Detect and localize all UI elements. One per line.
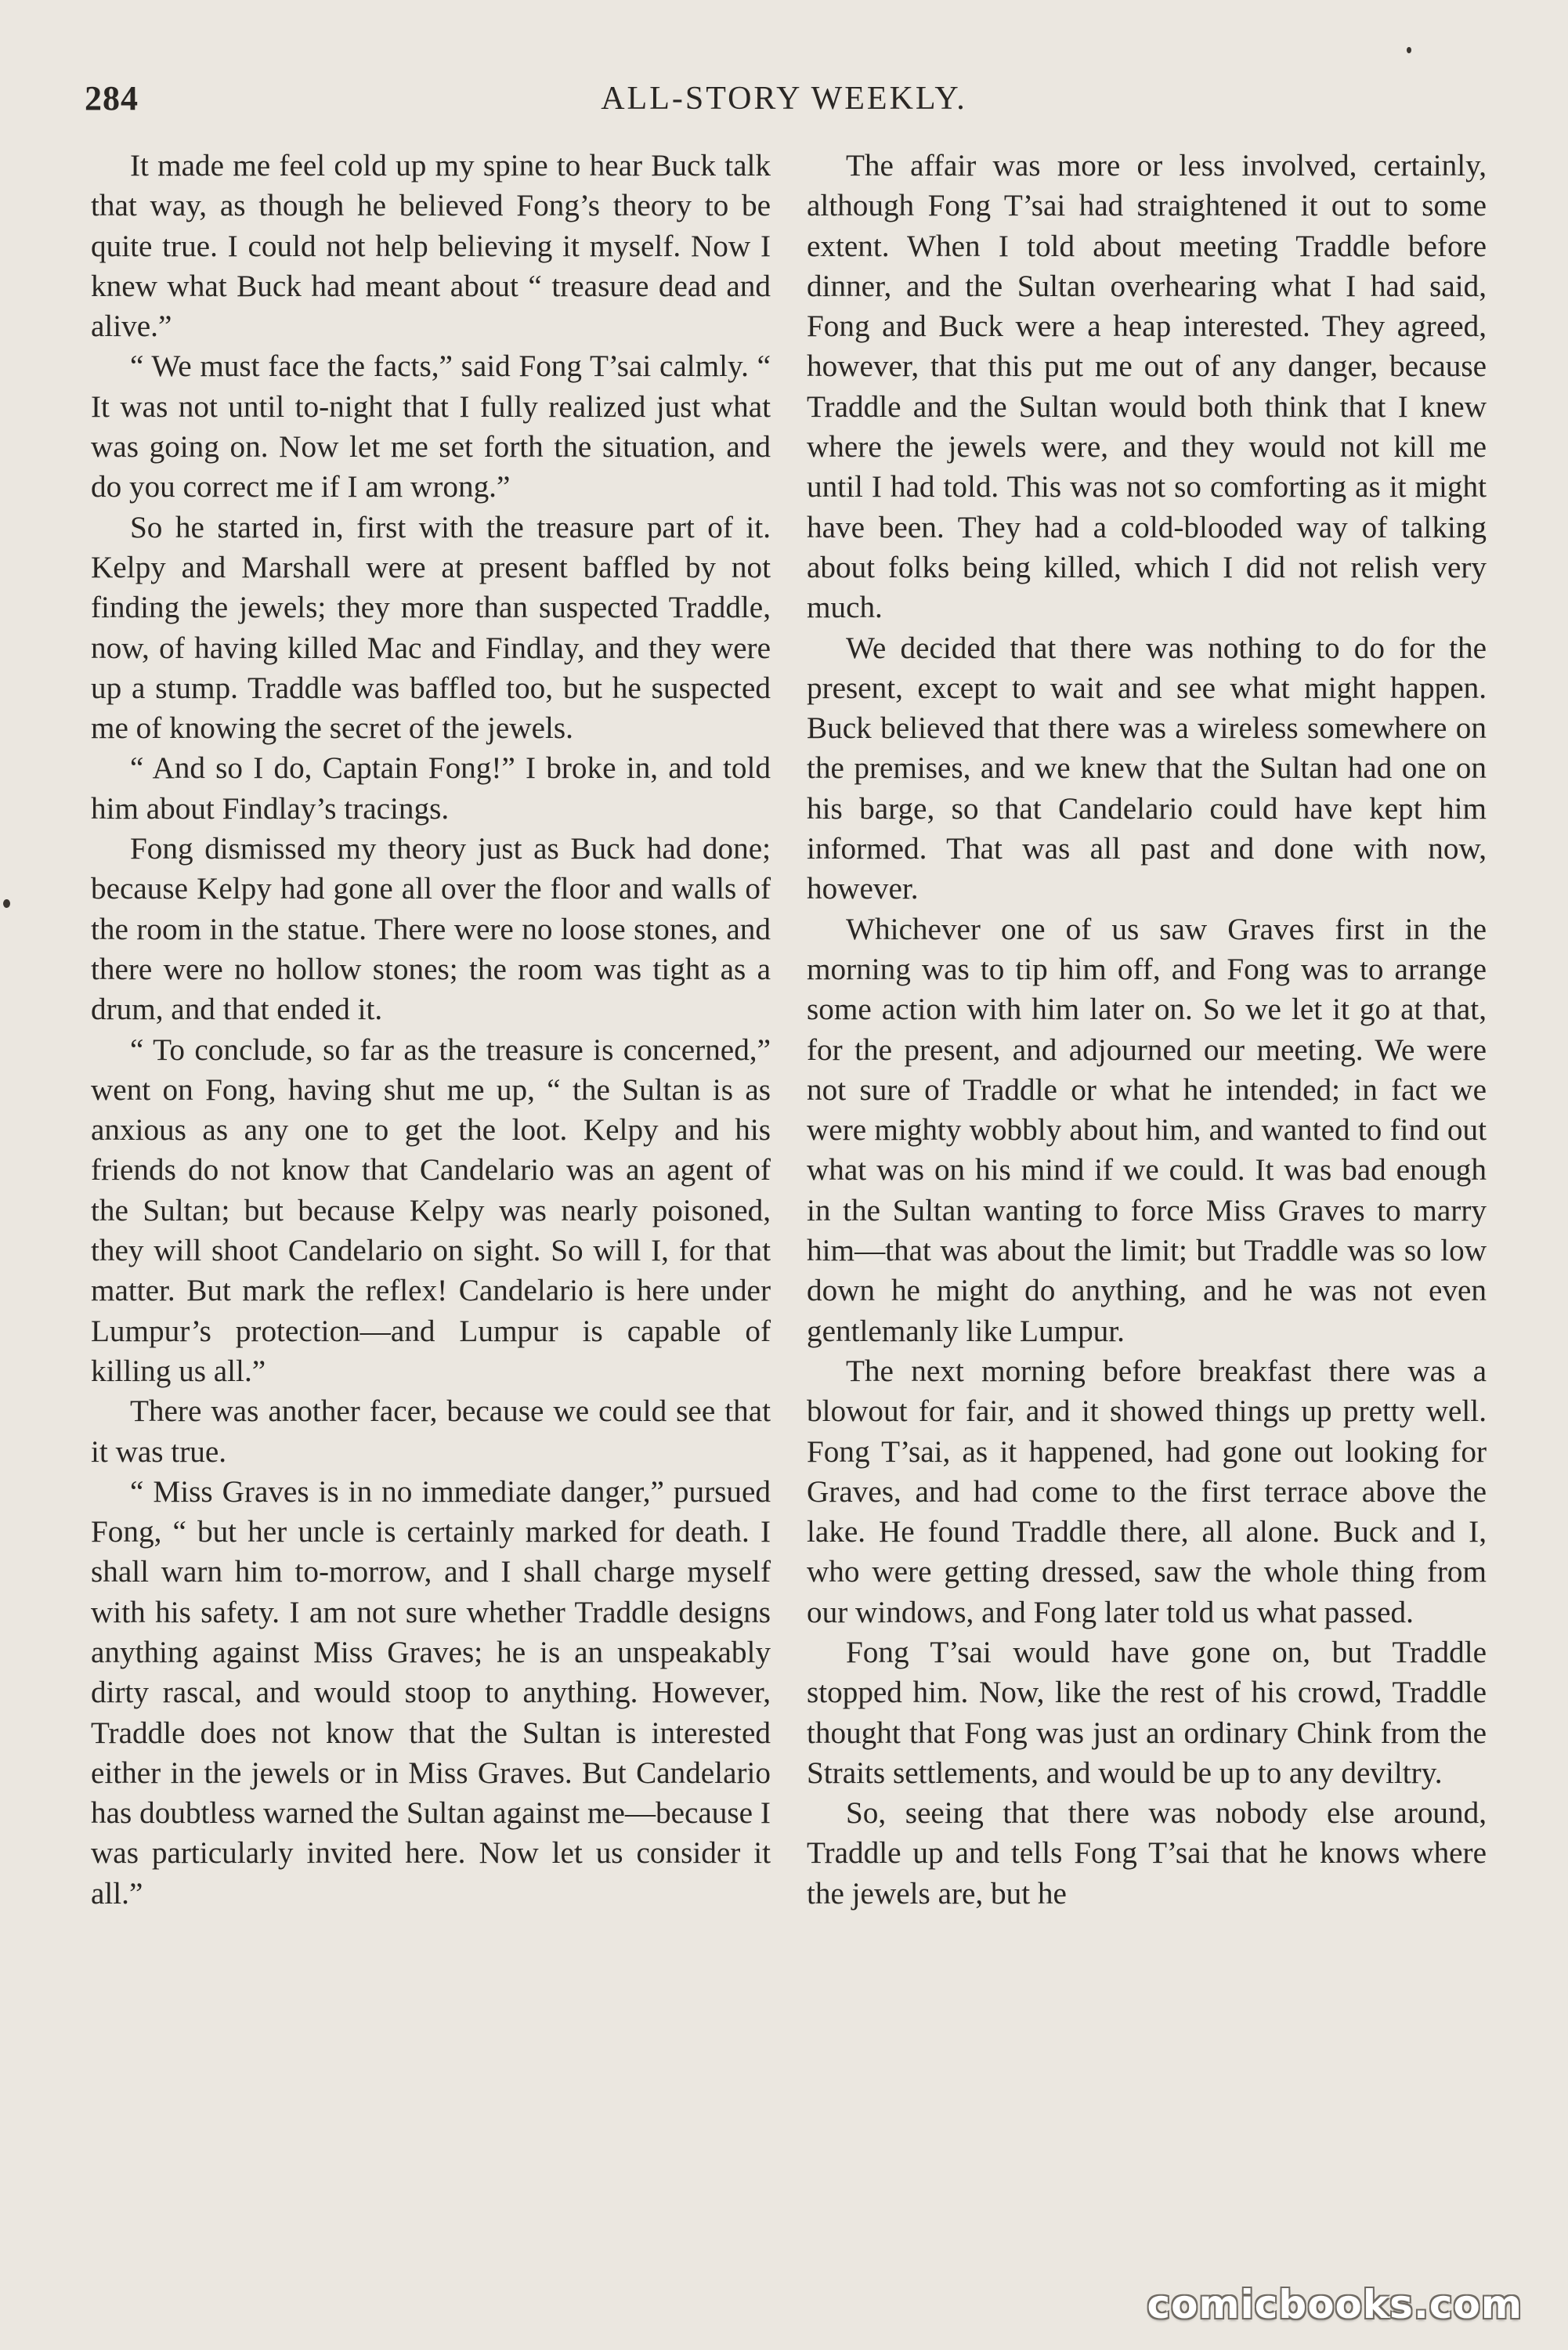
paragraph: There was another facer, because we could see that it was true. xyxy=(91,1394,771,1469)
paragraph: Whichever one of us saw Graves first in the morning was to tip him off, and Fong was to arrange some action with him later on. So we let it go at that, for the present, and adjourned our meeting. We were not sure of Traddle or what he intended; in fact we were mighty wobbly about him, and wanted to find out what was on his mind if we could. It was bad enough in the Sultan wanting to force Miss Graves to marry him—that was about the limit; but Traddle was so low down he might do anything, and he was not even gentlemanly like Lumpur. xyxy=(807,912,1487,1348)
paragraph: So he started in, first with the treasure part of it. Kelpy and Marshall were at present baffled by not finding the jewels; they more than suspected Traddle, now, of having killed Mac and Findlay, and they were up a stump. Traddle was baffled too, but he suspected me of knowing the secret of the jewels. xyxy=(91,510,771,746)
ink-speck xyxy=(1407,47,1411,53)
paragraph: We decided that there was nothing to do for the present, except to wait and see what might happen. Buck believed that there was a wireless somewhere on the premises, and we knew that the Sultan had one on his barge, so that Candelario could have kept him informed. That was all past and done with now, however. xyxy=(807,631,1487,906)
ink-speck xyxy=(3,899,10,908)
paragraph: It made me feel cold up my spine to hear Buck talk that way, as though he believed Fong’s theory to be quite true. I could not help believing it myself. Now I knew what Buck had meant about “ treasure dead and alive.” xyxy=(91,149,771,344)
paragraph: “ To conclude, so far as the treasure is concerned,” went on Fong, having shut me up, “ the Sultan is as anxious as any one to get the loot. Kelpy and his friends do not know that Candelario was an agent of the Sultan; but because Kelpy was nearly poisoned, they will shoot Candelario on sight. So will I, for that matter. But mark the reflex! Candelario is here under Lumpur’s protection—and Lumpur is capable of killing us all.” xyxy=(91,1032,771,1388)
paragraph: “ And so I do, Captain Fong!” I broke in, and told him about Findlay’s tracings. xyxy=(91,751,771,826)
paragraph: So, seeing that there was nobody else around, Traddle up and tells Fong T’sai that he knows where the jewels are, but he xyxy=(807,1796,1487,1911)
running-head-title: ALL-STORY WEEKLY. xyxy=(601,81,967,117)
page-number: 284 xyxy=(85,79,139,118)
paragraph: Fong T’sai would have gone on, but Traddle stopped him. Now, like the rest of his crowd, Traddle thought that Fong was just an ordinary Chink from the Straits settlements, and would be up to any deviltry. xyxy=(807,1635,1487,1790)
paragraph: Fong dismissed my theory just as Buck had done; because Kelpy had gone all over the floor and walls of the room in the statue. There were no loose stones, and there were no hollow stones; the room was tight as a drum, and that ended it. xyxy=(91,832,771,1027)
watermark: comicbooks.com xyxy=(1147,2282,1523,2327)
right-column xyxy=(807,146,1487,1914)
paragraph: The affair was more or less involved, certainly, although Fong T’sai had straightened it out to some extent. When I told about meeting Traddle before dinner, and the Sultan overhearing what I had said, Fong and Buck were a heap interested. They agreed, however, that this put me out of any danger, because Traddle and the Sultan would both think that I knew where the jewels were, and they would not kill me until I had told. This was not so comforting as it might have been. They had a cold-blooded way of talking about folks being killed, which I did not relish very much. xyxy=(807,149,1487,625)
page-header xyxy=(0,75,1568,122)
paragraph: The next morning before breakfast there was a blowout for fair, and it showed things up pretty well. Fong T’sai, as it happened, had gone out looking for Graves, and had come to the first terrace above the lake. He found Traddle there, all alone. Buck and I, who were getting dressed, saw the whole thing from our windows, and Fong later told us what passed. xyxy=(807,1354,1487,1629)
paragraph: “ Miss Graves is in no immediate danger,” pursued Fong, “ but her uncle is certainly marked for death. I shall warn him to-morrow, and I shall charge myself with his safety. I am not sure whether Traddle designs anything against Miss Graves; he is an unspeakably dirty rascal, and would stoop to anything. However, Traddle does not know that the Sultan is interested either in the jewels or in Miss Graves. But Candelario has doubtless warned the Sultan against me—because I was particularly invited here. Now let us consider it all.” xyxy=(91,1474,771,1911)
left-column xyxy=(91,146,771,1914)
paragraph: “ We must face the facts,” said Fong T’sai calmly. “ It was not until to-night that I fully realized just what was going on. Now let me set forth the situation, and do you correct me if I am wrong.” xyxy=(91,349,771,504)
